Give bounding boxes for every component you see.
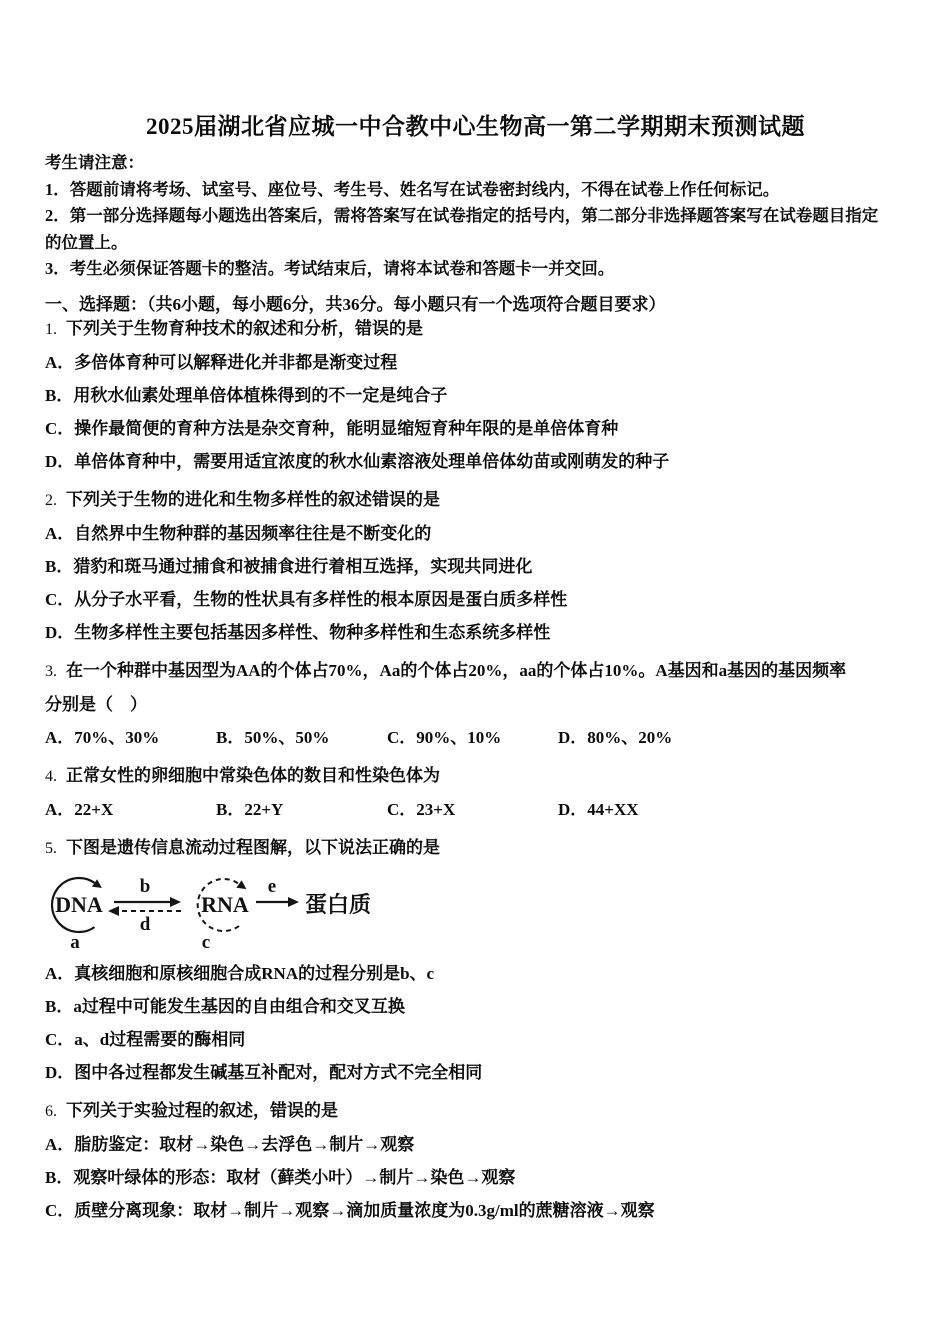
question-1-number: 1. bbox=[45, 320, 57, 338]
question-3-option-b: B．50%、50% bbox=[216, 727, 330, 747]
notice-item-1: 1．答题前请将考场、试室号、座位号、考生号、姓名写在试卷密封线内，不得在试卷上作任何标记。 bbox=[45, 179, 780, 199]
question-5-option-b: B．a过程中可能发生基因的自由组合和交叉互换 bbox=[45, 996, 405, 1016]
question-2-number: 2. bbox=[45, 491, 57, 509]
question-5-option-d: D．图中各过程都发生碱基互补配对，配对方式不完全相同 bbox=[45, 1062, 483, 1082]
question-1-text: 下列关于生物育种技术的叙述和分析，错误的是 bbox=[66, 318, 423, 338]
question-2-option-c: C．从分子水平看，生物的性状具有多样性的根本原因是蛋白质多样性 bbox=[45, 589, 568, 609]
question-1-option-c: C．操作最简便的育种方法是杂交育种，能明显缩短育种年限的是单倍体育种 bbox=[45, 418, 619, 438]
question-4-options-row bbox=[45, 793, 906, 826]
question-1-option-a: A．多倍体育种可以解释进化并非都是渐变过程 bbox=[45, 352, 398, 372]
question-4-number: 4. bbox=[45, 767, 57, 785]
question-3-option-a: A．70%、30% bbox=[45, 727, 160, 747]
translation-arrowhead-icon bbox=[288, 897, 299, 907]
question-6-stem bbox=[45, 1094, 857, 1128]
transcription-arrowhead-icon bbox=[170, 897, 181, 907]
dna-self-replication-arrowhead-icon bbox=[92, 879, 102, 888]
dna-node bbox=[52, 878, 103, 953]
rna-node bbox=[198, 879, 249, 953]
question-5-stem bbox=[45, 831, 857, 865]
question-2-stem bbox=[45, 483, 857, 517]
question-3-stem bbox=[45, 654, 857, 721]
translation-group bbox=[256, 876, 371, 917]
rna-label: RNA bbox=[201, 891, 249, 917]
question-6 bbox=[45, 1094, 906, 1227]
protein-label: 蛋白质 bbox=[305, 891, 372, 917]
reverse-transcription-arrowhead-icon bbox=[108, 906, 119, 916]
question-3-text: 在一个种群中基因型为AA的个体占70%，Aa的个体占20%，aa的个体占10%。A基因和a基因的基因频率分别是（ ） bbox=[45, 660, 847, 714]
question-6-option-a: A．脂肪鉴定：取材→染色→去浮色→制片→观察 bbox=[45, 1134, 415, 1154]
question-5-option-c: C．a、d过程需要的酶相同 bbox=[45, 1029, 246, 1049]
notice-item-3: 3．考生必须保证答题卡的整洁。考试结束后，请将本试卷和答题卡一并交回。 bbox=[45, 259, 615, 278]
question-3-option-d: D．80%、20% bbox=[558, 727, 673, 747]
question-4-option-a: A．22+X bbox=[45, 799, 114, 819]
question-6-option-c: C．质壁分离现象：取材→制片→观察→滴加质量浓度为0.3g/ml的蔗糖溶液→观察 bbox=[45, 1200, 655, 1220]
process-b-label: b bbox=[139, 875, 151, 897]
question-2-option-d: D．生物多样性主要包括基因多样性、物种多样性和生态系统多样性 bbox=[45, 622, 551, 642]
rna-self-replication-arrowhead-icon bbox=[236, 880, 246, 889]
question-3-option-c: C．90%、10% bbox=[387, 727, 502, 747]
question-2-option-a: A．自然界中生物种群的基因频率往往是不断变化的 bbox=[45, 523, 432, 543]
section-1-heading: 一、选择题：（共6小题，每小题6分，共36分。每小题只有一个选项符合题目要求） bbox=[45, 294, 666, 314]
question-6-text: 下列关于实验过程的叙述，错误的是 bbox=[66, 1100, 338, 1120]
question-5 bbox=[45, 831, 906, 1089]
question-3-options-row bbox=[45, 721, 906, 754]
question-3 bbox=[45, 654, 906, 754]
question-1 bbox=[45, 312, 906, 478]
genetic-info-flow-diagram bbox=[41, 865, 386, 957]
notice-block bbox=[45, 150, 881, 283]
question-5-text: 下图是遗传信息流动过程图解，以下说法正确的是 bbox=[66, 837, 440, 857]
process-c-label: c bbox=[201, 931, 211, 953]
question-5-option-a: A．真核细胞和原核细胞合成RNA的过程分别是b、c bbox=[45, 963, 435, 983]
process-e-label: e bbox=[267, 875, 277, 897]
question-2 bbox=[45, 483, 906, 649]
process-d-label: d bbox=[139, 913, 151, 935]
question-4 bbox=[45, 759, 906, 826]
question-5-number: 5. bbox=[45, 839, 57, 857]
dna-label: DNA bbox=[55, 891, 103, 917]
question-4-option-b: B．22+Y bbox=[216, 799, 284, 819]
question-2-text: 下列关于生物的进化和生物多样性的叙述错误的是 bbox=[66, 489, 440, 509]
question-1-option-d: D．单倍体育种中，需要用适宜浓度的秋水仙素溶液处理单倍体幼苗或刚萌发的种子 bbox=[45, 451, 670, 471]
question-6-number: 6. bbox=[45, 1102, 57, 1120]
question-4-text: 正常女性的卵细胞中常染色体的数目和性染色体为 bbox=[66, 765, 440, 785]
question-4-option-c: C．23+X bbox=[387, 799, 456, 819]
question-6-option-b: B．观察叶绿体的形态：取材（藓类小叶）→制片→染色→观察 bbox=[45, 1167, 516, 1187]
question-4-option-d: D．44+XX bbox=[558, 799, 639, 819]
question-4-stem bbox=[45, 759, 857, 793]
question-1-option-b: B．用秋水仙素处理单倍体植株得到的不一定是纯合子 bbox=[45, 385, 448, 405]
exam-title: 2025届湖北省应城一中合教中心生物高一第二学期期末预测试题 bbox=[146, 114, 805, 139]
notice-item-2: 2．第一部分选择题每小题选出答案后，需将答案写在试卷指定的括号内，第二部分非选择题答案写在试卷题目指定的位置上。 bbox=[45, 206, 879, 252]
transcription-arrows bbox=[108, 876, 181, 935]
question-2-option-b: B．猎豹和斑马通过捕食和被捕食进行着相互选择，实现共同进化 bbox=[45, 556, 533, 576]
notice-heading: 考生请注意： bbox=[45, 153, 144, 172]
process-a-label: a bbox=[70, 931, 80, 953]
question-3-number: 3. bbox=[45, 662, 57, 680]
